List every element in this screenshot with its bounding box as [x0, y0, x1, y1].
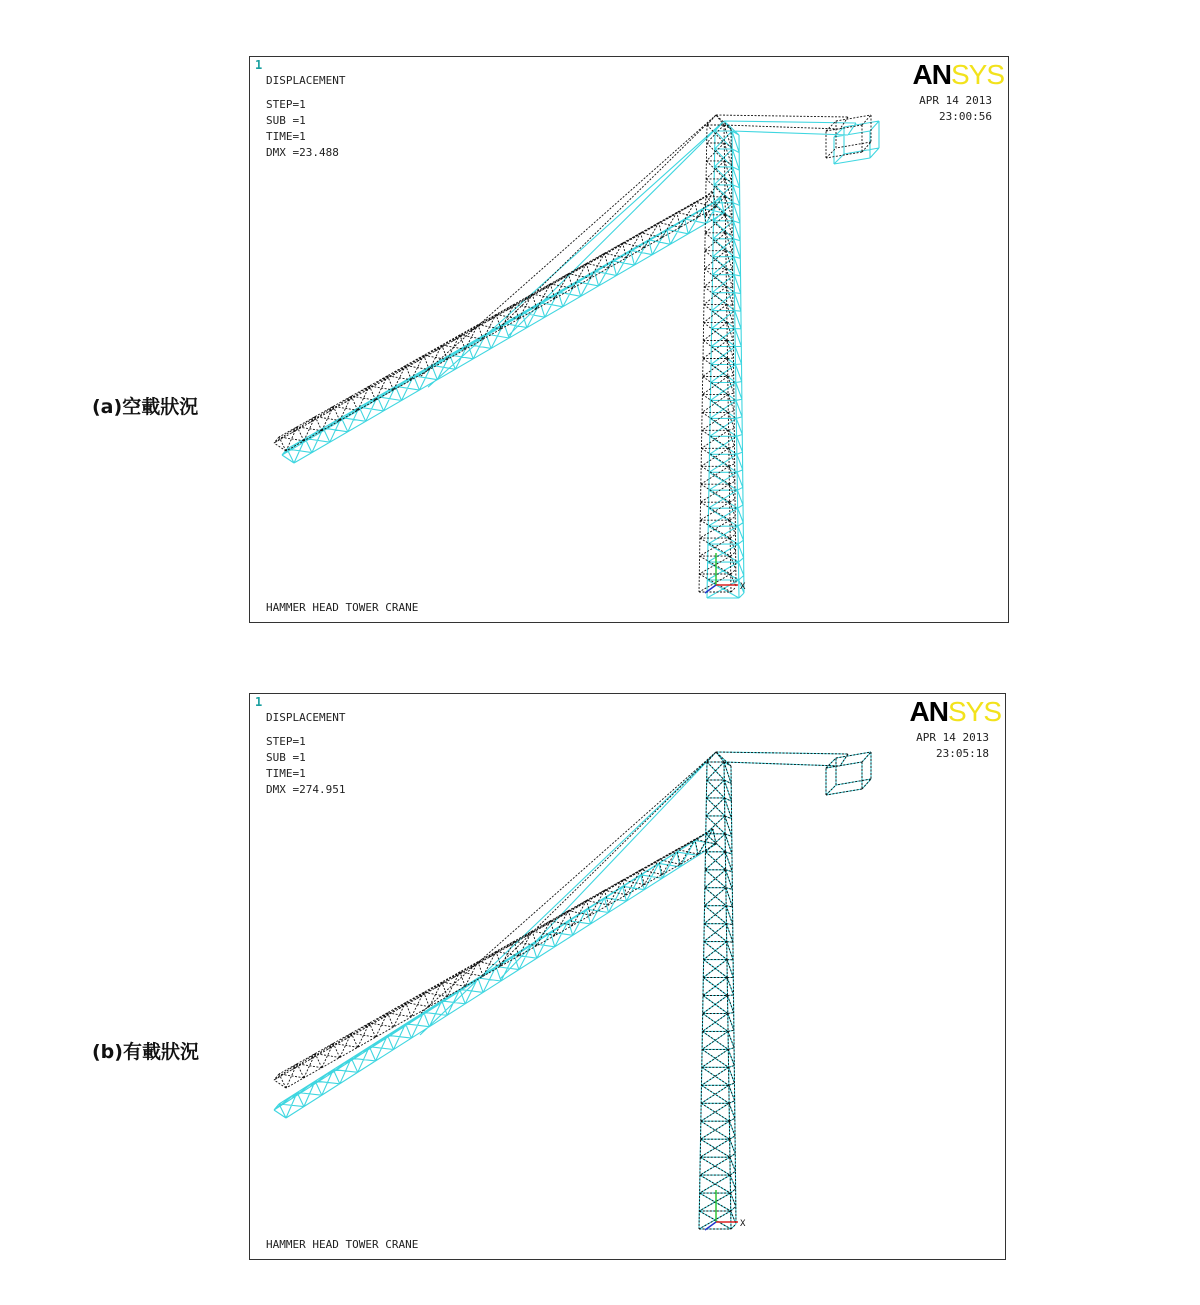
crane-model-b	[250, 694, 1007, 1261]
clock: 23:05:18	[936, 747, 989, 760]
result-title: DISPLACEMENT	[266, 74, 346, 87]
x-axis-label: X	[740, 1219, 746, 1229]
model-title: HAMMER HEAD TOWER CRANE	[266, 601, 419, 614]
ansys-logo: ANSYS	[909, 696, 1001, 727]
model-title: HAMMER HEAD TOWER CRANE	[266, 1238, 419, 1251]
timestamp	[919, 93, 992, 125]
undeformed-shape-members	[274, 115, 871, 592]
time-value: TIME=1	[266, 767, 306, 780]
deformed-shape-members	[282, 121, 879, 598]
plot-number: 1	[255, 58, 263, 72]
crane-model-a	[250, 57, 1010, 624]
sub-value: SUB =1	[266, 751, 306, 764]
caption-b: (b)有載狀況	[92, 1041, 199, 1063]
deformed-shape	[274, 752, 871, 1229]
dmx-value: DMX =274.951	[266, 783, 346, 796]
undeformed-shape	[274, 115, 871, 592]
date: APR 14 2013	[916, 731, 989, 744]
ansys-plot-a	[249, 56, 1009, 623]
caption-a: (a)空載狀況	[92, 396, 199, 418]
deformed-shape-members	[274, 752, 871, 1229]
ansys-logo: ANSYS	[912, 59, 1004, 90]
ansys-plot-b	[249, 693, 1006, 1260]
step-value: STEP=1	[266, 98, 306, 111]
sub-value: SUB =1	[266, 114, 306, 127]
dmx-value: DMX =23.488	[266, 146, 339, 159]
undeformed-shape-members	[274, 752, 871, 1229]
timestamp	[916, 730, 989, 762]
plot-number: 1	[255, 695, 263, 709]
result-title: DISPLACEMENT	[266, 711, 346, 724]
deformed-shape	[282, 121, 879, 598]
undeformed-shape	[274, 752, 871, 1229]
clock: 23:00:56	[939, 110, 992, 123]
date: APR 14 2013	[919, 94, 992, 107]
step-value: STEP=1	[266, 735, 306, 748]
time-value: TIME=1	[266, 130, 306, 143]
x-axis-label: X	[740, 582, 746, 592]
result-info	[266, 710, 345, 798]
result-info	[266, 73, 345, 161]
